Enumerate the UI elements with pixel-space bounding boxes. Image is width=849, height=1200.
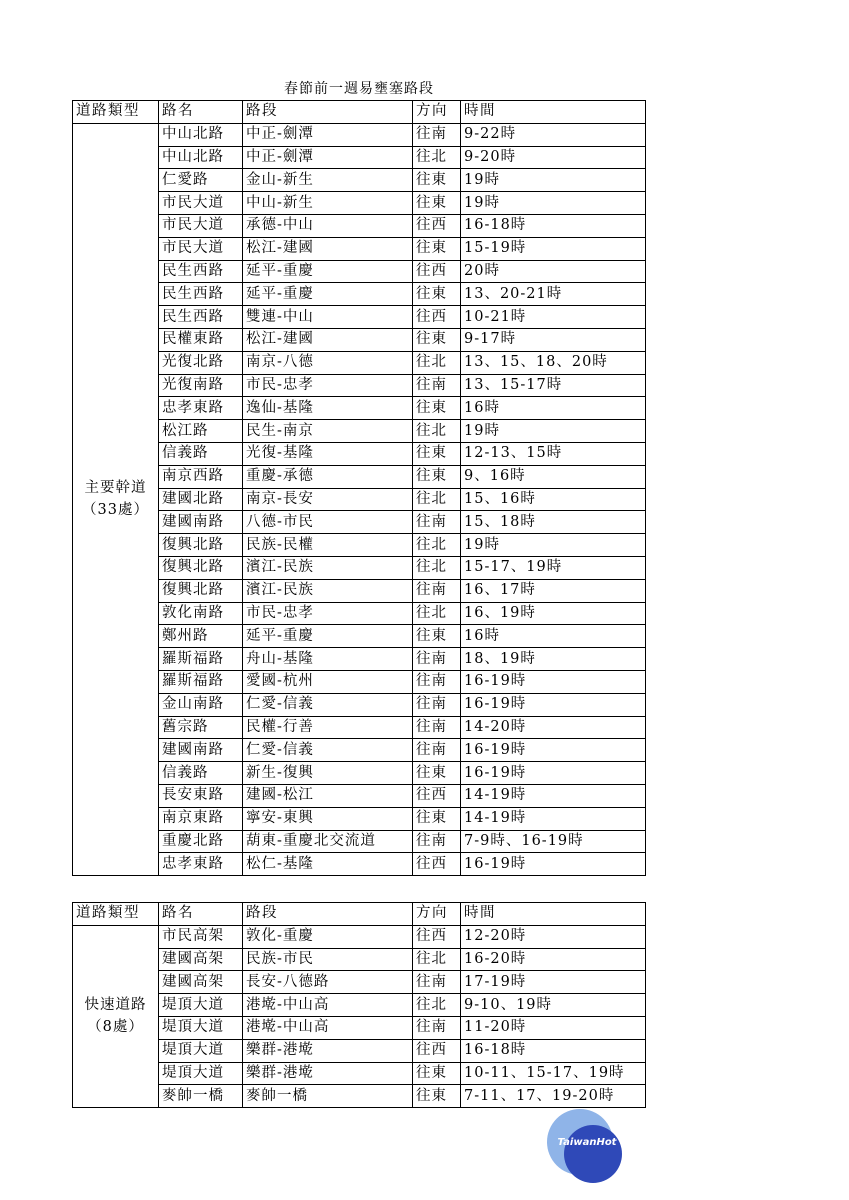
- segment-cell: 樂群-港墘: [243, 1062, 413, 1085]
- road-name-cell: 麥帥一橋: [159, 1085, 243, 1108]
- segment-cell: 雙連-中山: [243, 306, 413, 329]
- header-direction: 方向: [413, 903, 461, 926]
- segment-cell: 葫東-重慶北交流道: [243, 830, 413, 853]
- direction-cell: 往東: [413, 1085, 461, 1108]
- expressways-table: [72, 902, 646, 1108]
- table-row: [73, 351, 646, 374]
- road-name-cell: 敦化南路: [159, 602, 243, 625]
- segment-cell: 松仁-基隆: [243, 853, 413, 876]
- table-row: [73, 237, 646, 260]
- expressways-body: [73, 925, 646, 1107]
- table-header-row: [73, 101, 646, 124]
- segment-cell: 樂群-港墘: [243, 1039, 413, 1062]
- direction-cell: 往北: [413, 351, 461, 374]
- direction-cell: 往東: [413, 1062, 461, 1085]
- time-cell: 16-20時: [461, 948, 646, 971]
- road-type-count: （33處）: [82, 502, 149, 519]
- table-row: [73, 442, 646, 465]
- table-row: [73, 807, 646, 830]
- segment-cell: 南京-八德: [243, 351, 413, 374]
- time-cell: 7-9時、16-19時: [461, 830, 646, 853]
- segment-cell: 延平-重慶: [243, 625, 413, 648]
- table-row: [73, 1085, 646, 1108]
- road-name-cell: 建國南路: [159, 739, 243, 762]
- road-type-label: 快速道路: [84, 997, 147, 1014]
- segment-cell: 民族-民權: [243, 534, 413, 557]
- time-cell: 11-20時: [461, 1016, 646, 1039]
- time-cell: 16-19時: [461, 762, 646, 785]
- segment-cell: 南京-長安: [243, 488, 413, 511]
- header-time: 時間: [461, 101, 646, 124]
- time-cell: 16時: [461, 625, 646, 648]
- road-type-count: （8處）: [87, 1019, 144, 1036]
- time-cell: 9-22時: [461, 123, 646, 146]
- time-cell: 14-20時: [461, 716, 646, 739]
- segment-cell: 新生-復興: [243, 762, 413, 785]
- table-row: [73, 192, 646, 215]
- table-row: [73, 1016, 646, 1039]
- table-row: [73, 306, 646, 329]
- segment-cell: 重慶-承德: [243, 465, 413, 488]
- table-row: [73, 397, 646, 420]
- time-cell: 14-19時: [461, 807, 646, 830]
- direction-cell: 往北: [413, 146, 461, 169]
- segment-cell: 中正-劍潭: [243, 123, 413, 146]
- header-direction: 方向: [413, 101, 461, 124]
- segment-cell: 市民-忠孝: [243, 374, 413, 397]
- road-type-cell: [73, 123, 159, 875]
- table-row: [73, 1039, 646, 1062]
- time-cell: 16-19時: [461, 693, 646, 716]
- road-name-cell: 復興北路: [159, 556, 243, 579]
- table-row: [73, 830, 646, 853]
- time-cell: 15-17、19時: [461, 556, 646, 579]
- arterial-roads-table: [72, 100, 646, 876]
- direction-cell: 往北: [413, 556, 461, 579]
- time-cell: 19時: [461, 534, 646, 557]
- direction-cell: 往東: [413, 807, 461, 830]
- road-name-cell: 民生西路: [159, 260, 243, 283]
- taiwanhot-logo: [547, 1109, 627, 1181]
- road-name-cell: 市民大道: [159, 237, 243, 260]
- direction-cell: 往東: [413, 169, 461, 192]
- time-cell: 9-10、19時: [461, 994, 646, 1017]
- road-type-cell: [73, 925, 159, 1107]
- table-row: [73, 579, 646, 602]
- road-name-cell: 舊宗路: [159, 716, 243, 739]
- road-name-cell: 南京西路: [159, 465, 243, 488]
- time-cell: 18、19時: [461, 648, 646, 671]
- segment-cell: 承德-中山: [243, 214, 413, 237]
- table-row: [73, 602, 646, 625]
- time-cell: 16-19時: [461, 670, 646, 693]
- segment-cell: 中山-新生: [243, 192, 413, 215]
- direction-cell: 往東: [413, 328, 461, 351]
- direction-cell: 往南: [413, 670, 461, 693]
- header-road-type: 道路類型: [73, 101, 159, 124]
- direction-cell: 往東: [413, 625, 461, 648]
- direction-cell: 往北: [413, 420, 461, 443]
- table-row: [73, 853, 646, 876]
- road-name-cell: 光復南路: [159, 374, 243, 397]
- page-title: 春節前一週易壅塞路段: [284, 81, 434, 97]
- table-row: [73, 214, 646, 237]
- time-cell: 14-19時: [461, 784, 646, 807]
- road-name-cell: 復興北路: [159, 534, 243, 557]
- table-row: [73, 283, 646, 306]
- road-name-cell: 長安東路: [159, 784, 243, 807]
- table-row: [73, 948, 646, 971]
- road-name-cell: 堤頂大道: [159, 994, 243, 1017]
- road-name-cell: 建國高架: [159, 971, 243, 994]
- direction-cell: 往西: [413, 214, 461, 237]
- direction-cell: 往西: [413, 925, 461, 948]
- segment-cell: 愛國-杭州: [243, 670, 413, 693]
- direction-cell: 往南: [413, 123, 461, 146]
- logo-text: TaiwanHot: [557, 1137, 617, 1148]
- arterial-roads-body: [73, 123, 646, 875]
- direction-cell: 往北: [413, 948, 461, 971]
- segment-cell: 舟山-基隆: [243, 648, 413, 671]
- direction-cell: 往西: [413, 1039, 461, 1062]
- time-cell: 9-17時: [461, 328, 646, 351]
- direction-cell: 往南: [413, 511, 461, 534]
- time-cell: 16、17時: [461, 579, 646, 602]
- direction-cell: 往南: [413, 374, 461, 397]
- segment-cell: 建國-松江: [243, 784, 413, 807]
- time-cell: 15、18時: [461, 511, 646, 534]
- time-cell: 10-11、15-17、19時: [461, 1062, 646, 1085]
- logo-dark-circle: [564, 1125, 622, 1183]
- time-cell: 13、15-17時: [461, 374, 646, 397]
- segment-cell: 光復-基隆: [243, 442, 413, 465]
- time-cell: 17-19時: [461, 971, 646, 994]
- time-cell: 9-20時: [461, 146, 646, 169]
- segment-cell: 松江-建國: [243, 237, 413, 260]
- header-time: 時間: [461, 903, 646, 926]
- segment-cell: 仁愛-信義: [243, 739, 413, 762]
- table-row: [73, 169, 646, 192]
- table-row: [73, 784, 646, 807]
- table-row: [73, 465, 646, 488]
- direction-cell: 往南: [413, 1016, 461, 1039]
- header-road-type: 道路類型: [73, 903, 159, 926]
- direction-cell: 往東: [413, 465, 461, 488]
- segment-cell: 港墘-中山高: [243, 994, 413, 1017]
- road-name-cell: 建國南路: [159, 511, 243, 534]
- segment-cell: 中正-劍潭: [243, 146, 413, 169]
- header-road-name: 路名: [159, 101, 243, 124]
- segment-cell: 松江-建國: [243, 328, 413, 351]
- road-name-cell: 民生西路: [159, 283, 243, 306]
- table-row: [73, 648, 646, 671]
- time-cell: 13、20-21時: [461, 283, 646, 306]
- direction-cell: 往東: [413, 283, 461, 306]
- road-name-cell: 建國高架: [159, 948, 243, 971]
- road-name-cell: 堤頂大道: [159, 1016, 243, 1039]
- segment-cell: 長安-八德路: [243, 971, 413, 994]
- direction-cell: 往南: [413, 579, 461, 602]
- time-cell: 7-11、17、19-20時: [461, 1085, 646, 1108]
- road-name-cell: 光復北路: [159, 351, 243, 374]
- segment-cell: 麥帥一橋: [243, 1085, 413, 1108]
- time-cell: 16-19時: [461, 853, 646, 876]
- header-segment: 路段: [243, 101, 413, 124]
- segment-cell: 延平-重慶: [243, 260, 413, 283]
- table-row: [73, 670, 646, 693]
- road-name-cell: 市民大道: [159, 192, 243, 215]
- road-name-cell: 建國北路: [159, 488, 243, 511]
- direction-cell: 往南: [413, 830, 461, 853]
- road-name-cell: 復興北路: [159, 579, 243, 602]
- direction-cell: 往北: [413, 602, 461, 625]
- segment-cell: 民生-南京: [243, 420, 413, 443]
- table-row: [73, 534, 646, 557]
- road-name-cell: 民權東路: [159, 328, 243, 351]
- table-row: [73, 693, 646, 716]
- direction-cell: 往西: [413, 853, 461, 876]
- direction-cell: 往南: [413, 693, 461, 716]
- table-row: [73, 420, 646, 443]
- table-row: [73, 328, 646, 351]
- segment-cell: 仁愛-信義: [243, 693, 413, 716]
- road-name-cell: 信義路: [159, 442, 243, 465]
- segment-cell: 金山-新生: [243, 169, 413, 192]
- time-cell: 10-21時: [461, 306, 646, 329]
- segment-cell: 濱江-民族: [243, 556, 413, 579]
- road-name-cell: 仁愛路: [159, 169, 243, 192]
- header-road-name: 路名: [159, 903, 243, 926]
- table-row: [73, 123, 646, 146]
- road-name-cell: 民生西路: [159, 306, 243, 329]
- table-header-row: [73, 903, 646, 926]
- time-cell: 16、19時: [461, 602, 646, 625]
- direction-cell: 往西: [413, 306, 461, 329]
- table-row: [73, 260, 646, 283]
- road-type-label: 主要幹道: [84, 480, 147, 497]
- time-cell: 16時: [461, 397, 646, 420]
- direction-cell: 往西: [413, 784, 461, 807]
- time-cell: 16-19時: [461, 739, 646, 762]
- time-cell: 19時: [461, 420, 646, 443]
- road-name-cell: 重慶北路: [159, 830, 243, 853]
- table-row: [73, 925, 646, 948]
- road-name-cell: 堤頂大道: [159, 1039, 243, 1062]
- direction-cell: 往北: [413, 534, 461, 557]
- time-cell: 12-20時: [461, 925, 646, 948]
- segment-cell: 逸仙-基隆: [243, 397, 413, 420]
- road-name-cell: 金山南路: [159, 693, 243, 716]
- direction-cell: 往北: [413, 488, 461, 511]
- road-name-cell: 中山北路: [159, 123, 243, 146]
- direction-cell: 往西: [413, 260, 461, 283]
- table-row: [73, 374, 646, 397]
- time-cell: 19時: [461, 169, 646, 192]
- table-row: [73, 146, 646, 169]
- road-name-cell: 市民高架: [159, 925, 243, 948]
- table-row: [73, 971, 646, 994]
- table-row: [73, 1062, 646, 1085]
- road-name-cell: 羅斯福路: [159, 648, 243, 671]
- segment-cell: 寧安-東興: [243, 807, 413, 830]
- direction-cell: 往東: [413, 237, 461, 260]
- table-row: [73, 994, 646, 1017]
- direction-cell: 往東: [413, 442, 461, 465]
- road-name-cell: 鄭州路: [159, 625, 243, 648]
- time-cell: 15-19時: [461, 237, 646, 260]
- time-cell: 19時: [461, 192, 646, 215]
- time-cell: 16-18時: [461, 1039, 646, 1062]
- road-name-cell: 忠孝東路: [159, 853, 243, 876]
- table-row: [73, 625, 646, 648]
- table-row: [73, 511, 646, 534]
- direction-cell: 往南: [413, 716, 461, 739]
- direction-cell: 往東: [413, 397, 461, 420]
- direction-cell: 往南: [413, 971, 461, 994]
- table-row: [73, 488, 646, 511]
- direction-cell: 往南: [413, 648, 461, 671]
- road-name-cell: 堤頂大道: [159, 1062, 243, 1085]
- road-name-cell: 信義路: [159, 762, 243, 785]
- segment-cell: 延平-重慶: [243, 283, 413, 306]
- direction-cell: 往東: [413, 192, 461, 215]
- direction-cell: 往北: [413, 994, 461, 1017]
- time-cell: 13、15、18、20時: [461, 351, 646, 374]
- time-cell: 20時: [461, 260, 646, 283]
- table-row: [73, 739, 646, 762]
- segment-cell: 民族-市民: [243, 948, 413, 971]
- segment-cell: 市民-忠孝: [243, 602, 413, 625]
- segment-cell: 港墘-中山高: [243, 1016, 413, 1039]
- header-segment: 路段: [243, 903, 413, 926]
- segment-cell: 民權-行善: [243, 716, 413, 739]
- road-name-cell: 忠孝東路: [159, 397, 243, 420]
- table-row: [73, 762, 646, 785]
- road-name-cell: 松江路: [159, 420, 243, 443]
- direction-cell: 往南: [413, 739, 461, 762]
- road-name-cell: 羅斯福路: [159, 670, 243, 693]
- segment-cell: 敦化-重慶: [243, 925, 413, 948]
- time-cell: 15、16時: [461, 488, 646, 511]
- direction-cell: 往東: [413, 762, 461, 785]
- time-cell: 16-18時: [461, 214, 646, 237]
- road-name-cell: 南京東路: [159, 807, 243, 830]
- road-name-cell: 中山北路: [159, 146, 243, 169]
- segment-cell: 八德-市民: [243, 511, 413, 534]
- table-row: [73, 716, 646, 739]
- table-row: [73, 556, 646, 579]
- time-cell: 12-13、15時: [461, 442, 646, 465]
- road-name-cell: 市民大道: [159, 214, 243, 237]
- segment-cell: 濱江-民族: [243, 579, 413, 602]
- time-cell: 9、16時: [461, 465, 646, 488]
